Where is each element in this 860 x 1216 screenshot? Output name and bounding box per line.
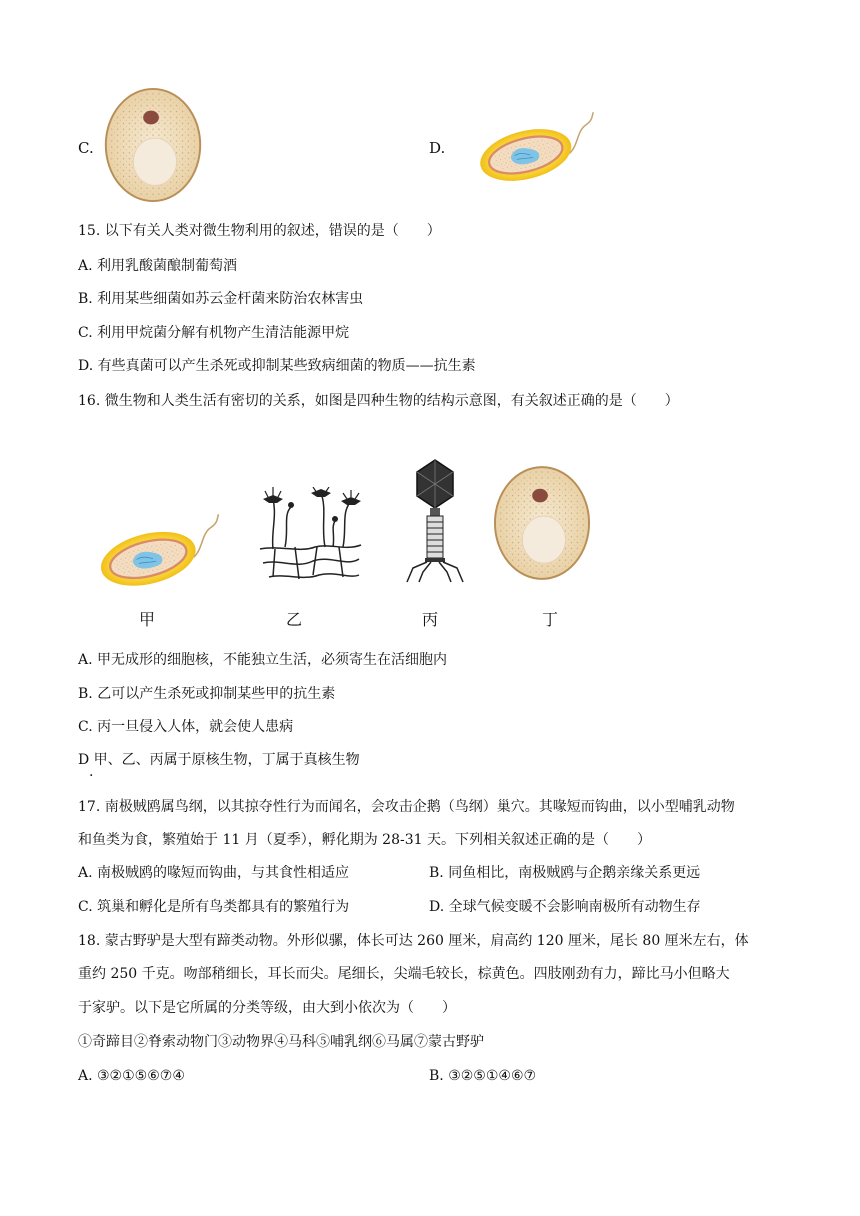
q17-stem-line2: 和鱼类为食，繁殖始于 11 月（夏季），孵化期为 28-31 天。下列相关叙述正确的是（ ） [78,832,651,848]
q16-option-d: D 甲、乙、丙属于原核生物，丁属于真核生物 [78,752,360,768]
q18-items: ①奇蹄目②脊索动物门③动物界④马科⑤哺乳纲⑥马属⑦蒙古野驴 [78,1034,484,1050]
q16-caption-ding: 丁 [542,610,559,629]
q18-stem-line1: 18. 蒙古野驴是大型有蹄类动物。外形似骡，体长可达 260 厘米，肩高约 120 厘米，尾长 80 厘米左右，体 [78,933,749,949]
q15-option-b: B. 利用某些细菌如苏云金杆菌来防治农林害虫 [78,291,364,307]
q18-option-a: A. ③②①⑤⑥⑦④ [78,1068,185,1084]
q15-option-a: A. 利用乳酸菌酿制葡萄酒 [78,258,238,274]
q17-option-c: C. 筑巢和孵化是所有鸟类都具有的繁殖行为 [78,899,350,915]
q17-stem-line1: 17. 南极贼鸥属鸟纲，以其掠夺性行为而闻名，会攻击企鹅（鸟纲）巢穴。其喙短而钩曲，以小型哺乳动物 [78,799,735,815]
q16-figure-jia-bacterium [85,512,235,590]
q18-option-b: B. ③②⑤①④⑥⑦ [429,1068,537,1084]
q16-option-b: B. 乙可以产生杀死或抑制某些甲的抗生素 [78,686,336,702]
q16-figure-yi-mold [255,487,365,590]
q16-option-a: A. 甲无成形的细胞核，不能独立生活，必须寄生在活细胞内 [78,652,448,668]
q17-option-b: B. 同鱼相比，南极贼鸥与企鹅亲缘关系更远 [429,865,701,881]
q16-figure-ding-yeast [493,458,591,588]
q14-option-c-label: C. [78,139,94,157]
q16-caption-yi: 乙 [286,610,303,629]
q14-option-c-yeast-figure [102,86,204,204]
q14-option-d-bacterium-figure [462,110,612,185]
q16-option-d-dot: . [89,764,94,780]
q18-stem-line2: 重约 250 千克。吻部稍细长，耳长而尖。尾细长，尖端毛较长，棕黄色。四肢刚劲有力，蹄比马小但略大 [78,966,730,982]
q18-stem-line3: 于家驴。以下是它所属的分类等级，由大到小依次为（ ） [78,1000,456,1016]
q16-stem: 16. 微生物和人类生活有密切的关系，如图是四种生物的结构示意图，有关叙述正确的是（ ） [78,393,679,409]
q17-option-a: A. 南极贼鸥的喙短而钩曲，与其食性相适应 [78,865,350,881]
q15-option-d: D. 有些真菌可以产生杀死或抑制某些致病细菌的物质——抗生素 [78,358,476,374]
q16-caption-jia: 甲 [139,610,156,629]
q16-figure-bing-virus [405,458,465,583]
q14-option-d-label: D. [429,139,446,157]
q17-option-d: D. 全球气候变暖不会影响南极所有动物生存 [429,899,701,915]
q16-caption-bing: 丙 [422,610,439,629]
q15-option-c: C. 利用甲烷菌分解有机物产生清洁能源甲烷 [78,325,350,341]
q15-stem: 15. 以下有关人类对微生物利用的叙述，错误的是（ ） [78,223,441,239]
q16-option-c: C. 丙一旦侵入人体，就会使人患病 [78,719,294,735]
